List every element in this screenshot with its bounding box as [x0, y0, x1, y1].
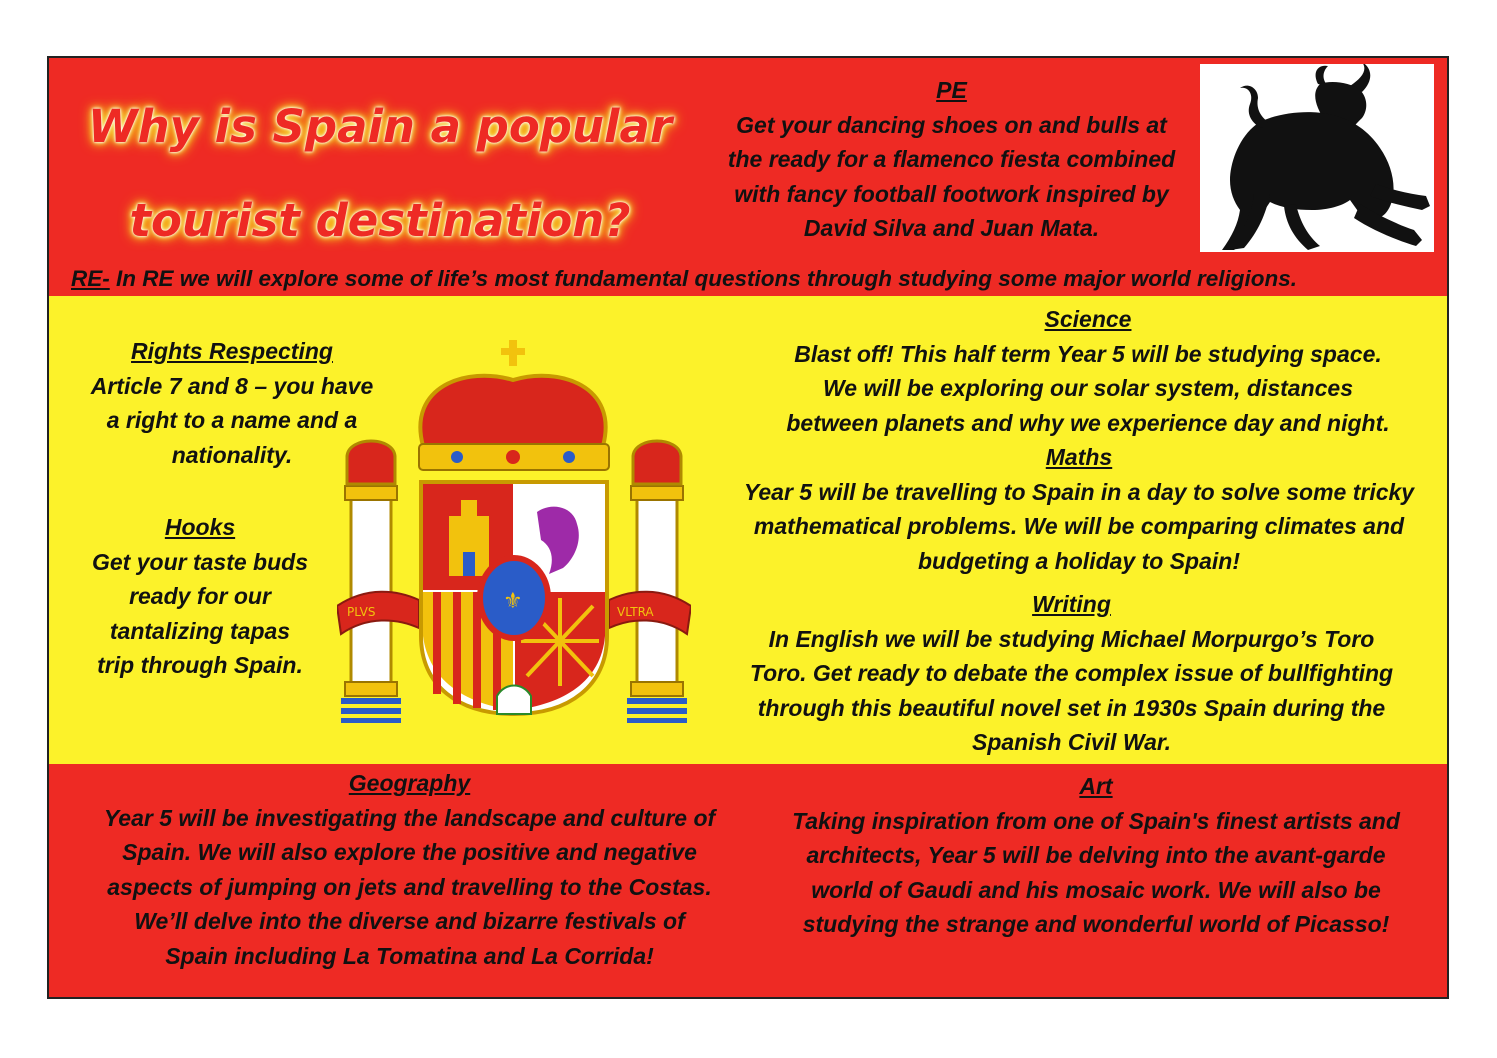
poster: [47, 56, 1449, 999]
maths-section: [709, 440, 1449, 578]
science-section: [734, 302, 1442, 440]
pe-line: with fancy football footwork inspired by: [734, 180, 1169, 207]
pe-section: [704, 73, 1199, 246]
art-line: world of Gaudi and his mosaic work. We will also be: [811, 876, 1381, 903]
art-line: Taking inspiration from one of Spain's finest artists and: [792, 807, 1400, 834]
writing-section: [714, 587, 1429, 760]
pe-heading: PE: [936, 77, 967, 103]
svg-text:⚜: ⚜: [503, 589, 523, 614]
science-line: Blast off! This half term Year 5 will be studying space.: [794, 340, 1382, 367]
writing-line: In English we will be studying Michael Morpurgo’s Toro: [768, 625, 1375, 652]
geography-line: Year 5 will be investigating the landscape and culture of: [103, 804, 716, 831]
geography-section: [67, 766, 752, 973]
re-text: In RE we will explore some of life’s most fundamental questions through studying some major world religions.: [109, 266, 1298, 291]
geography-line: Spain. We will also explore the positive and negative: [122, 839, 697, 865]
geography-line: aspects of jumping on jets and travelling to the Costas.: [107, 873, 712, 900]
hooks-section: [67, 510, 333, 683]
science-heading: Science: [1044, 306, 1132, 332]
geography-line: Spain including La Tomatina and La Corrida!: [165, 942, 654, 969]
pe-line: Get your dancing shoes on and bulls at: [736, 111, 1167, 138]
maths-line: Year 5 will be travelling to Spain in a day to solve some tricky: [743, 478, 1415, 505]
maths-line: mathematical problems. We will be comparing climates and: [753, 513, 1405, 539]
hooks-heading: Hooks: [164, 514, 236, 540]
poster-title: [67, 80, 693, 268]
science-line: between planets and why we experience day and night.: [786, 409, 1390, 436]
rights-line: a right to a name and a: [106, 407, 358, 433]
spanish-coat-of-arms-icon: [337, 336, 691, 724]
right-pillar: [627, 441, 687, 723]
writing-line: through this beautiful novel set in 1930s Spain during the: [757, 694, 1386, 721]
crown: [419, 340, 609, 470]
writing-line: Spanish Civil War.: [972, 729, 1171, 755]
title-line-1: Why is Spain a popular: [87, 100, 673, 153]
hooks-line: trip through Spain.: [97, 652, 303, 678]
maths-heading: Maths: [1045, 444, 1113, 470]
re-line: [71, 264, 1449, 294]
maths-line: budgeting a holiday to Spain!: [918, 547, 1240, 574]
hooks-line: ready for our: [129, 583, 271, 609]
writing-line: Toro. Get ready to debate the complex issue of bullfighting: [749, 660, 1394, 686]
geography-heading: Geography: [348, 770, 471, 796]
hooks-line: Get your taste buds: [92, 548, 308, 575]
rights-line: Article 7 and 8 – you have: [90, 372, 374, 399]
title-line-2: tourist destination?: [129, 194, 631, 247]
pe-line: David Silva and Juan Mata.: [803, 215, 1100, 241]
art-heading: Art: [1079, 773, 1113, 799]
science-line: We will be exploring our solar system, distances: [822, 375, 1354, 401]
rights-line: nationality.: [171, 441, 293, 468]
writing-heading: Writing: [1032, 591, 1111, 617]
hooks-line: tantalizing tapas: [109, 617, 291, 644]
left-pillar: [341, 441, 401, 723]
shield: [421, 482, 607, 714]
left-motto: PLVS: [347, 605, 376, 619]
geography-line: We’ll delve into the diverse and bizarre festivals of: [134, 908, 685, 934]
pe-line: the ready for a flamenco fiesta combined: [727, 146, 1176, 172]
rights-heading: Rights Respecting: [131, 338, 333, 364]
right-motto: VLTRA: [617, 605, 654, 619]
bull-silhouette-icon: [1200, 64, 1434, 252]
art-section: [761, 769, 1431, 942]
bull-picture: [1200, 64, 1434, 252]
art-line: studying the strange and wonderful world of Picasso!: [802, 911, 1390, 937]
re-label: RE-: [71, 266, 110, 291]
art-line: architects, Year 5 will be delving into the avant-garde: [806, 842, 1386, 868]
